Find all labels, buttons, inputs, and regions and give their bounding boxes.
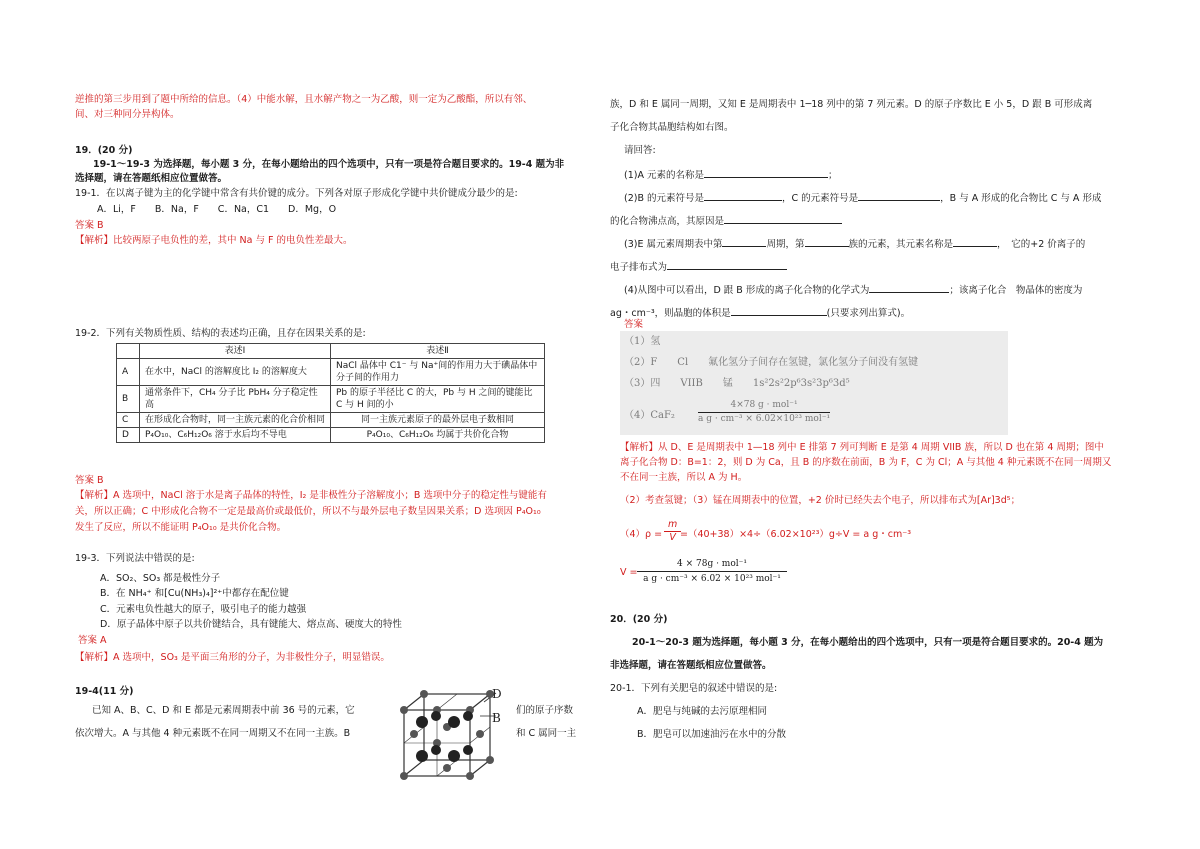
- q19-header: 19．(20 分): [75, 145, 133, 156]
- table-cell: D: [117, 428, 140, 443]
- answer-blank[interactable]: [953, 236, 997, 247]
- q19-1-explanation: [75, 234, 353, 247]
- sub-question-1: [624, 167, 838, 182]
- table-cell: P₄O₁₀、C₆H₁₂O₆ 均属于共价化合物: [331, 428, 545, 443]
- sub-question-4-line-2: [610, 305, 910, 320]
- q19-3-option-d: D．原子晶体中原子以共价键结合，具有键能大、熔点高、硬度大的特性: [100, 619, 402, 630]
- sub-question-4-text-a: (4)从图中可以看出，D 跟 B 形成的离子化合物的化学式为: [624, 285, 870, 296]
- sub-question-4-text-d: (只要求列出算式)。: [826, 308, 911, 319]
- intro-line-1: 逆推的第三步用到了题中所给的信息。（4）中能水解，且水解产物之一为乙酸，则一定为乙酸酯，所以有邻、: [75, 94, 533, 105]
- volume-formula-prefix: V =: [620, 567, 638, 578]
- table-cell: 在形成化合物时，同一主族元素的化合价相同: [140, 413, 331, 428]
- q19-2-stem: 19-2．下列有关物质性质、结构的表述均正确，且存在因果关系的是:: [75, 328, 366, 339]
- q20-1-stem: 20-1．下列有关肥皂的叙述中错误的是:: [610, 683, 778, 694]
- q19-4-explanation-3: 不在同一主族，所以 A 为 H。: [620, 472, 748, 483]
- sub-question-3-text-e: 电子排布式为: [610, 262, 668, 273]
- sub-question-4: [624, 282, 1082, 297]
- explanation-text: 从 D、E 是周期表中 1—18 列中 E 排第 7 列可判断 E 是第 4 周期 VIIB 族，所以 D 也在第 4 周期；图中: [658, 442, 1104, 453]
- sub-question-2: [624, 190, 1101, 205]
- sub-question-3: [624, 236, 1085, 251]
- q19-2-explanation-2: 关，所以正确；C 中形成化合物不一定是最高价或最低价，所以不与最外层电子数呈因果关系；D 选项因 P₄O₁₀: [75, 506, 541, 517]
- q19-instructions-1: 19-1～19-3 为选择题，每小题 3 分，在每小题给出的四个选项中，只有一项是符合题目要求的。19-4 题为非: [93, 159, 565, 170]
- q19-3-explanation: [75, 651, 390, 664]
- table-row: [117, 413, 545, 428]
- answer-blank[interactable]: [805, 236, 849, 247]
- table-header-cell: 表述Ⅱ: [331, 344, 545, 359]
- q20-1-option-a: A．肥皂与纯碱的去污原理相同: [637, 706, 767, 717]
- crystal-label-b: B: [492, 711, 501, 725]
- q19-4-continued-1: 族，D 和 E 属同一周期，又知 E 是周期表中 1─18 列中的第 7 列元素。D 的原子序数比 E 小 5，D 跟 B 可形成离: [610, 99, 1093, 110]
- q19-3-stem: 19-3．下列说法中错误的是:: [75, 553, 195, 564]
- table-cell: 通常条件下，CH₄ 分子比 PbH₄ 分子稳定性高: [140, 386, 331, 413]
- table-header-row: [117, 344, 545, 359]
- explanation-text: A 选项中，NaCl 溶于水是离子晶体的特性，I₂ 是非极性分子溶解度小；B 选项中分子的稳定性与键能有: [113, 490, 547, 501]
- table-row: [117, 428, 545, 443]
- q19-4-header: 19-4(11 分): [75, 686, 134, 697]
- sub-question-3-text-a: (3)E 属元素周期表中第: [624, 239, 723, 250]
- sub-question-2-text-c: ，B 与 A 形成的化合物比 C 与 A 形成: [940, 193, 1102, 204]
- scanned-answer-3: （3）四 VIIB 锰 1s²2s²2p⁶3s²3p⁶3d⁵: [624, 378, 850, 389]
- sub-question-2-text-d: 的化合物沸点高，其原因是: [610, 216, 725, 227]
- scanned-answer-image: [620, 331, 1008, 435]
- q19-4-explanation-4: （2）考查氢键；（3）锰在周期表中的位置，+2 价时已经失去个电子，所以排布式为[Ar]3d⁵；: [620, 495, 1021, 506]
- explanation-text: A 选项中，SO₃ 是平面三角形的分子，为非极性分子，明显错误。: [113, 652, 390, 663]
- sub-question-4-text-b: ；该离子化合 物晶体的密度为: [949, 285, 1083, 296]
- density-fraction: [664, 519, 681, 544]
- table-cell: A: [117, 359, 140, 386]
- answer-label: 答案: [624, 319, 644, 330]
- explanation-tag: 【解析】: [75, 652, 114, 663]
- q19-1-answer: 答案 B: [75, 220, 104, 231]
- q20-instructions-1: 20-1～20-3 题为选择题，每小题 3 分，在每小题给出的四个选项中，只有一项是符合题目要求的。20-4 题为: [632, 637, 1104, 648]
- q19-4-text-2a: 依次增大。A 与其他 4 种元素既不在同一周期又不在同一主族。B: [75, 728, 351, 739]
- intro-line-2: 间、对三种同分异构体。: [75, 109, 180, 120]
- crystal-structure-figure: [392, 686, 512, 786]
- q19-2-explanation-3: 发生了反应，所以不能证明 P₄O₁₀ 是共价化合物。: [75, 522, 287, 533]
- sub-question-3-text-b: 周期，第: [766, 239, 805, 250]
- table-row: [117, 359, 545, 386]
- fraction-denominator: a g · cm⁻³ × 6.02 × 10²³ mol⁻¹: [643, 574, 781, 584]
- answer-blank[interactable]: [724, 213, 842, 224]
- q19-4-text-1a: 已知 A、B、C、D 和 E 都是元素周期表中前 36 号的元素，它: [92, 705, 355, 716]
- q19-instructions-2: 选择题，请在答题纸相应位置做答。: [75, 173, 228, 184]
- q19-4-continued-2: 子化合物其晶胞结构如右图。: [610, 122, 734, 133]
- q19-1-stem: 19-1．在以离子键为主的化学键中常含有共价键的成分。下列各对原子形成化学键中共价键成分最少的是:: [75, 188, 518, 199]
- q19-1-options: A．Li，F B．Na，F C．Na，C1 D．Mg，O: [97, 204, 337, 215]
- q20-instructions-2: 非选择题，请在答题纸相应位置做答。: [610, 660, 772, 671]
- sub-question-1-text: (1)A 元素的名称是: [624, 170, 704, 181]
- answer-blank[interactable]: [731, 305, 827, 316]
- sub-question-3-text-d: ， 它的+2 价离子的: [997, 239, 1086, 250]
- q19-2-answer: 答案 B: [75, 475, 104, 486]
- table-cell: P₄O₁₀、C₆H₁₂O₆ 溶于水后均不导电: [140, 428, 331, 443]
- sub-question-2-text-b: ，C 的元素符号是: [782, 193, 859, 204]
- explanation-tag: 【解析】: [620, 442, 659, 453]
- answer-blank[interactable]: [704, 190, 782, 201]
- explanation-text: 比较两原子电负性的差，其中 Na 与 F 的电负性差最大。: [113, 235, 353, 246]
- q19-4-explanation-2: 离子化合物 D：B=1：2，则 D 为 Ca，且 B 的序数在前面，B 为 F，C 为 Cl；A 与其他 4 种元素既不在同一周期又: [620, 457, 1112, 468]
- answer-blank[interactable]: [869, 282, 949, 293]
- sub-question-2-line-2: [610, 213, 842, 228]
- q19-4-text-2b: 和 C 属同一主: [516, 728, 577, 739]
- q19-2-table: [116, 343, 545, 443]
- table-cell: 同一主族元素原子的最外层电子数相同: [331, 413, 545, 428]
- fraction-denominator: V: [669, 532, 676, 543]
- q19-3-option-b: B．在 NH₄⁺ 和[Cu(NH₃)₄]²⁺中都存在配位键: [100, 588, 289, 599]
- explanation-tag: 【解析】: [75, 235, 114, 246]
- table-cell: Pb 的原子半径比 C 的大，Pb 与 H 之间的键能比 C 与 H 间的小: [331, 386, 545, 413]
- answer-blank[interactable]: [667, 259, 787, 270]
- sub-question-1-end: ；: [827, 170, 838, 181]
- table-header-cell: 表述Ⅰ: [140, 344, 331, 359]
- q19-3-option-a: A．SO₂、SO₃ 都是极性分子: [100, 573, 221, 584]
- volume-fraction: [637, 557, 787, 586]
- q20-header: 20．(20 分): [610, 614, 668, 625]
- density-formula-rest: =（40+38）×4÷（6.02×10²³）g÷V = a g・cm⁻³: [680, 529, 912, 540]
- density-formula-prefix: （4）ρ =: [620, 529, 663, 540]
- q19-3-answer: 答案 A: [78, 635, 107, 646]
- scanned-answer-2: （2）F Cl 氟化氢分子间存在氢键，氯化氢分子间没有氢键: [624, 357, 919, 368]
- sub-question-2-text-a: (2)B 的元素符号是: [624, 193, 704, 204]
- table-cell: B: [117, 386, 140, 413]
- answer-blank[interactable]: [704, 167, 828, 178]
- scanned-answer-4: （4）CaF₂: [624, 410, 675, 421]
- explanation-tag: 【解析】: [75, 490, 114, 501]
- table-row: [117, 386, 545, 413]
- answer-blank[interactable]: [858, 190, 940, 201]
- crystal-label-d: D: [492, 687, 502, 701]
- scanned-answer-1: （1）氢: [624, 336, 661, 347]
- sub-question-4-text-c: ag・cm⁻³，则晶胞的体积是: [610, 308, 731, 319]
- scanned-volume-fraction: [698, 399, 830, 426]
- fraction-denominator: a g · cm⁻³ × 6.02×10²³ mol⁻¹: [698, 414, 831, 424]
- table-cell: NaCl 晶体中 C1⁻ 与 Na⁺间的作用力大于碘晶体中分子间的作用力: [331, 359, 545, 386]
- q19-3-option-c: C．元素电负性越大的原子，吸引电子的能力越强: [100, 604, 307, 615]
- answer-blank[interactable]: [722, 236, 766, 247]
- table-cell: C: [117, 413, 140, 428]
- sub-question-3-line-2: [610, 259, 787, 274]
- fraction-numerator: 4×78 g · mol⁻¹: [698, 399, 830, 413]
- q19-2-explanation-1: [75, 489, 547, 502]
- table-cell: 在水中，NaCl 的溶解度比 I₂ 的溶解度大: [140, 359, 331, 386]
- q20-1-option-b: B．肥皂可以加速油污在水中的分散: [637, 729, 787, 740]
- fraction-numerator: 4 × 78g · mol⁻¹: [637, 557, 787, 572]
- please-answer: 请回答:: [624, 145, 656, 156]
- q19-4-text-1b: 们的原子序数: [516, 705, 574, 716]
- fraction-numerator: m: [664, 519, 681, 532]
- q19-4-explanation-1: [620, 441, 1104, 454]
- sub-question-3-text-c: 族的元素，其元素名称是: [848, 239, 954, 250]
- table-header-cell: [117, 344, 140, 359]
